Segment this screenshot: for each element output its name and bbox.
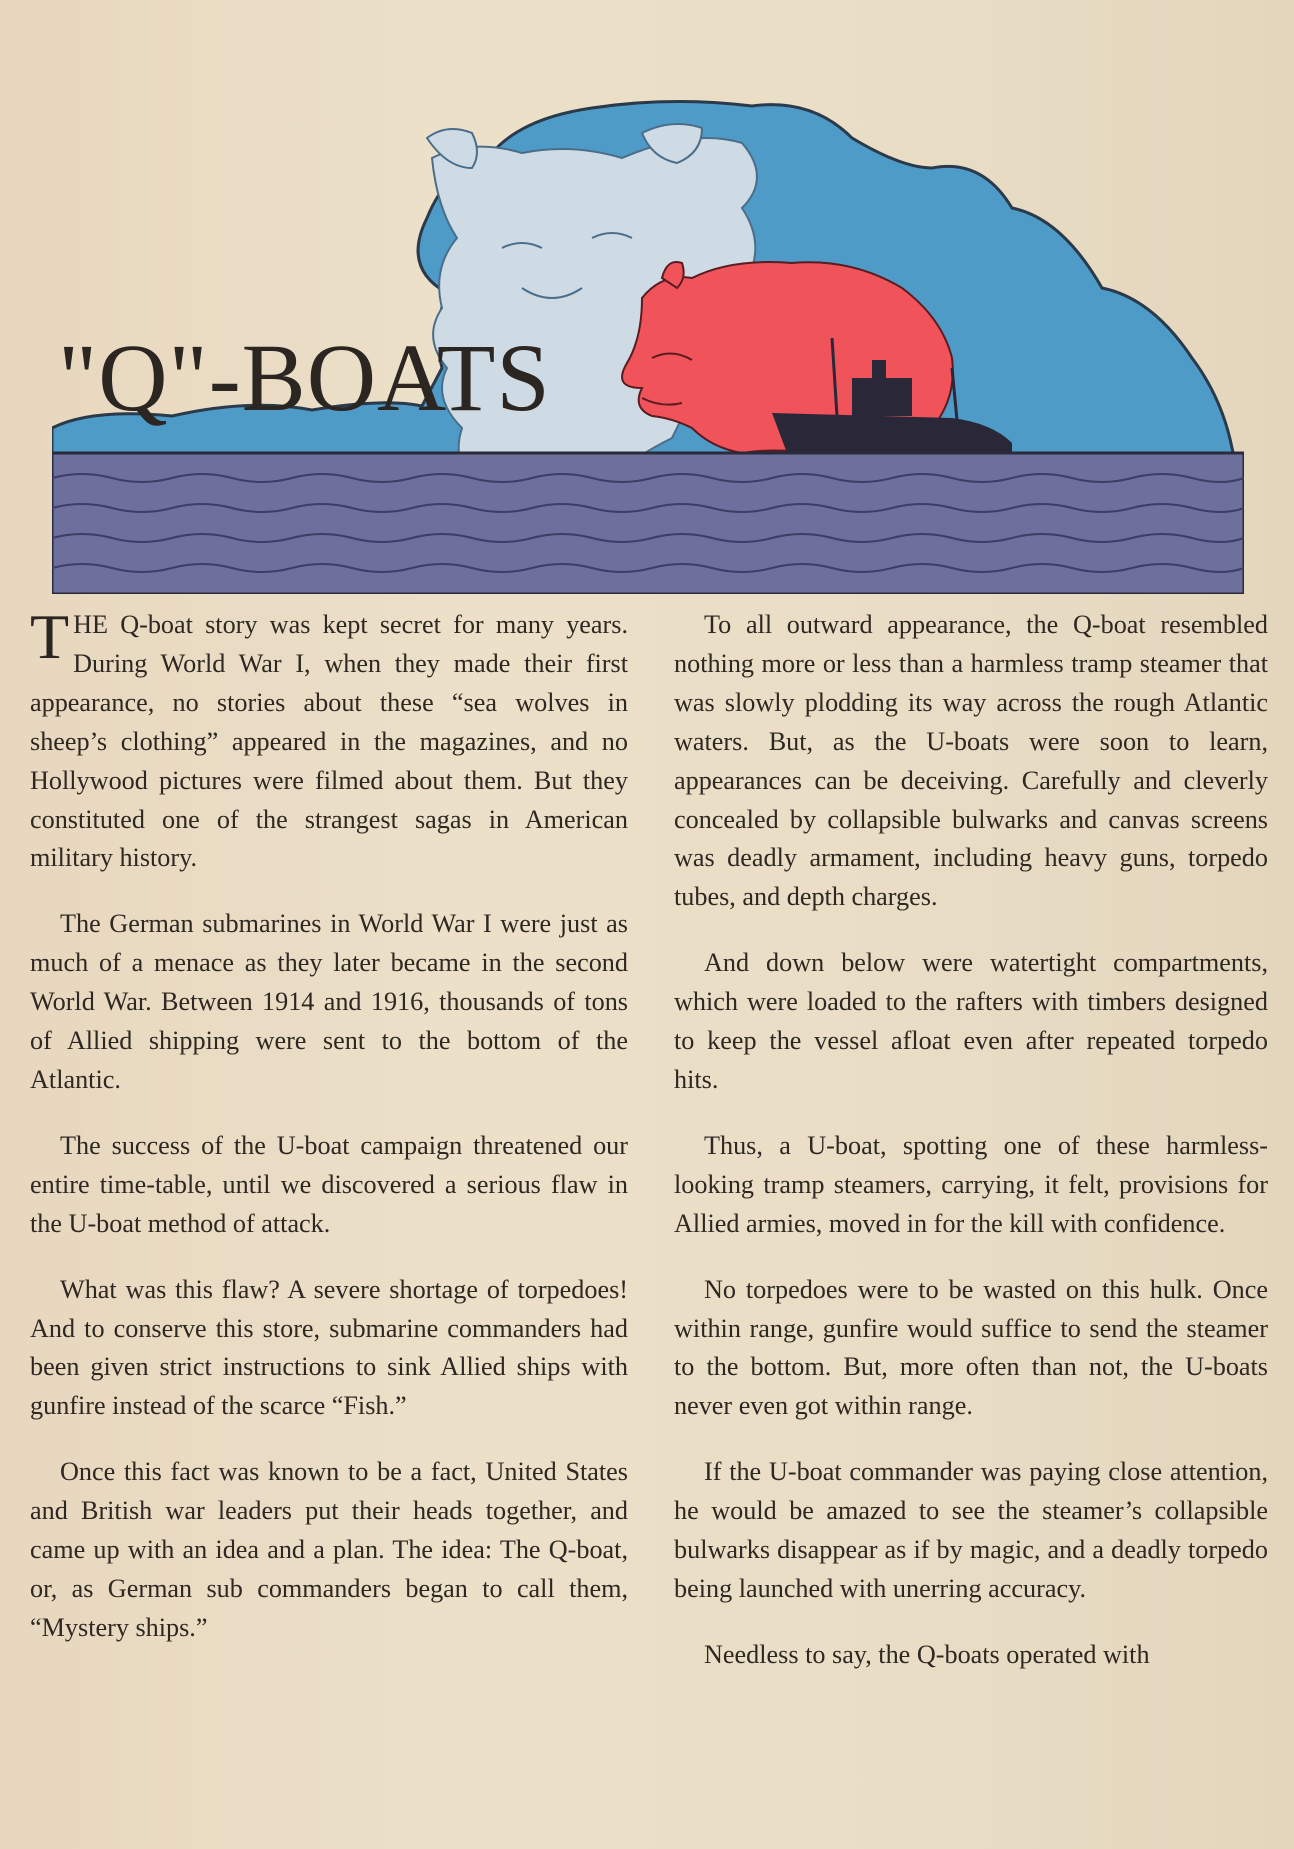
article-title: "Q"-BOATS [58, 324, 551, 431]
paragraph: Thus, a U-boat, spotting one of these harmless-looking tramp steamers, carrying, it felt, provisions for Allied armies, moved in for the kill with confidence. [674, 1130, 1268, 1238]
paragraph: No torpedoes were to be wasted on this hulk. Once within range, gunfire would suffice to send the steamer to the bottom. But, more often than not, the U-boats never even got within range. [674, 1274, 1268, 1421]
paragraph: If the U-boat commander was paying close attention, he would be amazed to see the steamer’s collapsible bulwarks disappear as if by magic, and a deadly torpedo being launched with unerring accuracy. [674, 1457, 1268, 1603]
paragraph: The success of the U-boat campaign threatened our entire time-table, until we discovered a serious flaw in the U-boat method of attack. [30, 1130, 628, 1238]
right-text-column [674, 606, 1268, 1702]
paragraph: Once this fact was known to be a fact, United States and British war leaders put their heads together, and came up with an idea and a plan. The idea: The Q-boat, or, as German sub commanders began to call them, “Mystery ships.” [30, 1457, 628, 1642]
sea-icon [52, 453, 1244, 594]
paragraph: What was this flaw? A severe shortage of torpedoes! And to conserve this store, submarine commanders had been given strict instructions to sink Allied ships with gunfire instead of the scarce “Fish.” [30, 1274, 628, 1421]
paragraph: To all outward appearance, the Q-boat resembled nothing more or less than a harmless tramp steamer that was slowly plodding its way across the rough Atlantic waters. But, as the U-boats were soon to learn, appearances can be deceiving. Carefully and cleverly concealed by collapsible bulwarks and canvas screens was deadly armament, including heavy guns, torpedo tubes, and depth charges. [674, 610, 1268, 912]
paragraph: THE Q-boat story was kept secret for many years. During World War I, when they made their first appearance, no stories about these “sea wolves in sheep’s clothing” appeared in the magazines, and no Hollywood pictures were filmed about them. But they constituted one of the strangest sagas in American military history. [30, 601, 628, 873]
paragraph: The German submarines in World War I were just as much of a menace as they later became in the second World War. Between 1914 and 1916, thousands of tons of Allied shipping were sent to the bottom of the Atlantic. [30, 909, 628, 1094]
drop-cap: T [30, 601, 70, 672]
left-text-column [30, 601, 628, 1675]
paragraph: Needless to say, the Q-boats operated with [704, 1639, 1150, 1669]
paragraph: And down below were watertight compartments, which were loaded to the rafters with timbers designed to keep the vessel afloat even after repeated torpedo hits. [674, 948, 1268, 1094]
